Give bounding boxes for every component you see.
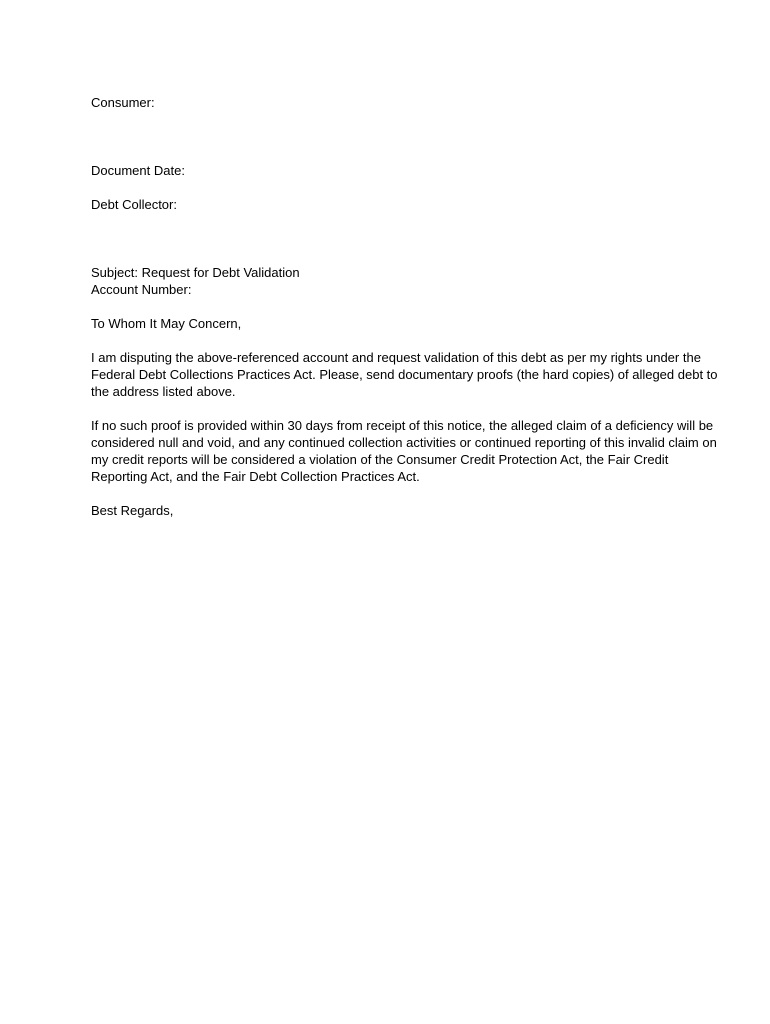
paragraph-2-line: considered null and void, and any continued collection activities or continued reporting of this invalid claim on [91,435,717,450]
document-date-label: Document Date: [91,163,185,178]
paragraph-1-line: the address listed above. [91,384,236,399]
account-number-label: Account Number: [91,282,192,297]
paragraph-2-line: Reporting Act, and the Fair Debt Collection Practices Act. [91,469,420,484]
paragraph-1-line: Federal Debt Collections Practices Act. Please, send documentary proofs (the hard copies) of alleged debt to [91,367,718,382]
consumer-label: Consumer: [91,95,155,110]
paragraph-2-line: If no such proof is provided within 30 days from receipt of this notice, the alleged claim of a deficiency will be [91,418,714,433]
paragraph-2-line: my credit reports will be considered a violation of the Consumer Credit Protection Act, the Fair Credit [91,452,669,467]
closing: Best Regards, [91,503,174,518]
paragraph-1-line: I am disputing the above-referenced account and request validation of this debt as per my rights under the [91,350,701,365]
debt-collector-label: Debt Collector: [91,197,177,212]
salutation: To Whom It May Concern, [91,316,242,331]
subject-line: Subject: Request for Debt Validation [91,265,300,280]
